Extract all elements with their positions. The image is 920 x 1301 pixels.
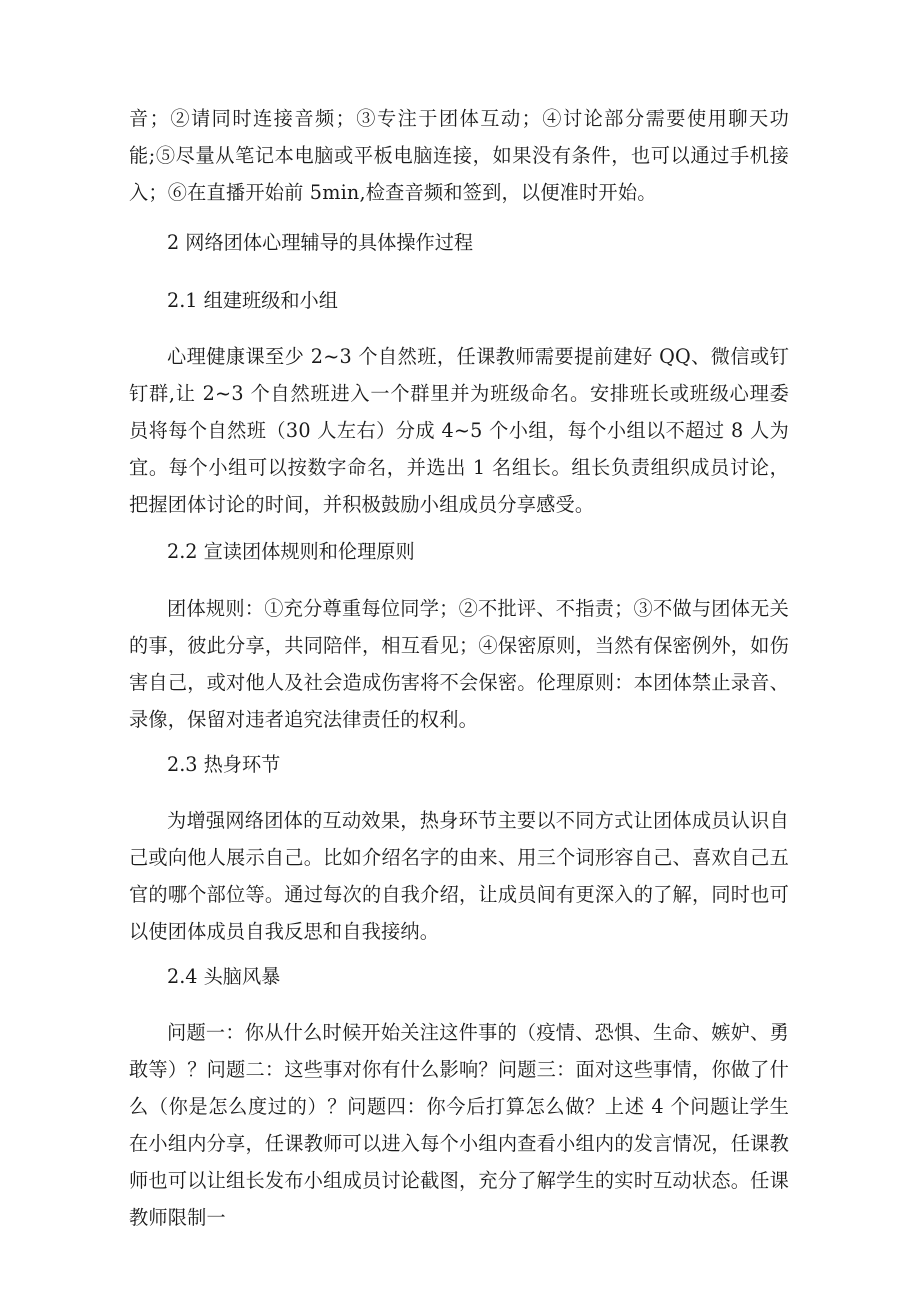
section-heading-2: 2 网络团体心理辅导的具体操作过程	[167, 231, 474, 254]
subsection-heading-2-1: 2.1 组建班级和小组	[167, 289, 338, 312]
paragraph-class-groups: 心理健康课至少 2~3 个自然班，任课教师需要提前建好 QQ、微信或钉钉群,让 2~3 个自然班进入一个群里并为班级命名。安排班长或班级心理委员将每个自然班（30 人左右）分成 4~5 个小组，每个小组以不超过 8 人为宜。每个小组可以按数字命名，并选出 1 名组长。组长负责组织成员讨论，把握团体讨论的时间，并积极鼓励小组成员分享感受。	[129, 345, 789, 516]
subsection-heading-2-3: 2.3 热身环节	[167, 753, 281, 776]
subsection-heading-2-4: 2.4 头脑风暴	[167, 965, 281, 988]
paragraph-continuation: 音；②请同时连接音频；③专注于团体互动；④讨论部分需要使用聊天功能;⑤尽量从笔记本电脑或平板电脑连接，如果没有条件，也可以通过手机接入；⑥在直播开始前 5min,检查音频和签到，以便准时开始。	[129, 107, 789, 204]
paragraph-brainstorm: 问题一：你从什么时候开始关注这件事的（疫情、恐惧、生命、嫉妒、勇敢等）？问题二：这些事对你有什么影响？问题三：面对这些事情，你做了什么（你是怎么度过的）？问题四：你今后打算怎么做？上述 4 个问题让学生在小组内分享，任课教师可以进入每个小组内查看小组内的发言情况，任课教师也可以让组长发布小组成员讨论截图，充分了解学生的实时互动状态。任课教师限制一	[129, 1021, 789, 1229]
paragraph-warmup: 为增强网络团体的互动效果，热身环节主要以不同方式让团体成员认识自己或向他人展示自己。比如介绍名字的由来、用三个词形容自己、喜欢自己五官的哪个部位等。通过每次的自我介绍，让成员间有更深入的了解，同时也可以使团体成员自我反思和自我接纳。	[129, 809, 789, 943]
subsection-heading-2-2: 2.2 宣读团体规则和伦理原则	[167, 540, 415, 563]
paragraph-group-rules: 团体规则：①充分尊重每位同学；②不批评、不指责；③不做与团体无关的事，彼此分享，共同陪伴，相互看见；④保密原则，当然有保密例外，如伤害自己，或对他人及社会造成伤害将不会保密。伦理原则：本团体禁止录音、录像，保留对违者追究法律责任的权利。	[129, 597, 789, 731]
